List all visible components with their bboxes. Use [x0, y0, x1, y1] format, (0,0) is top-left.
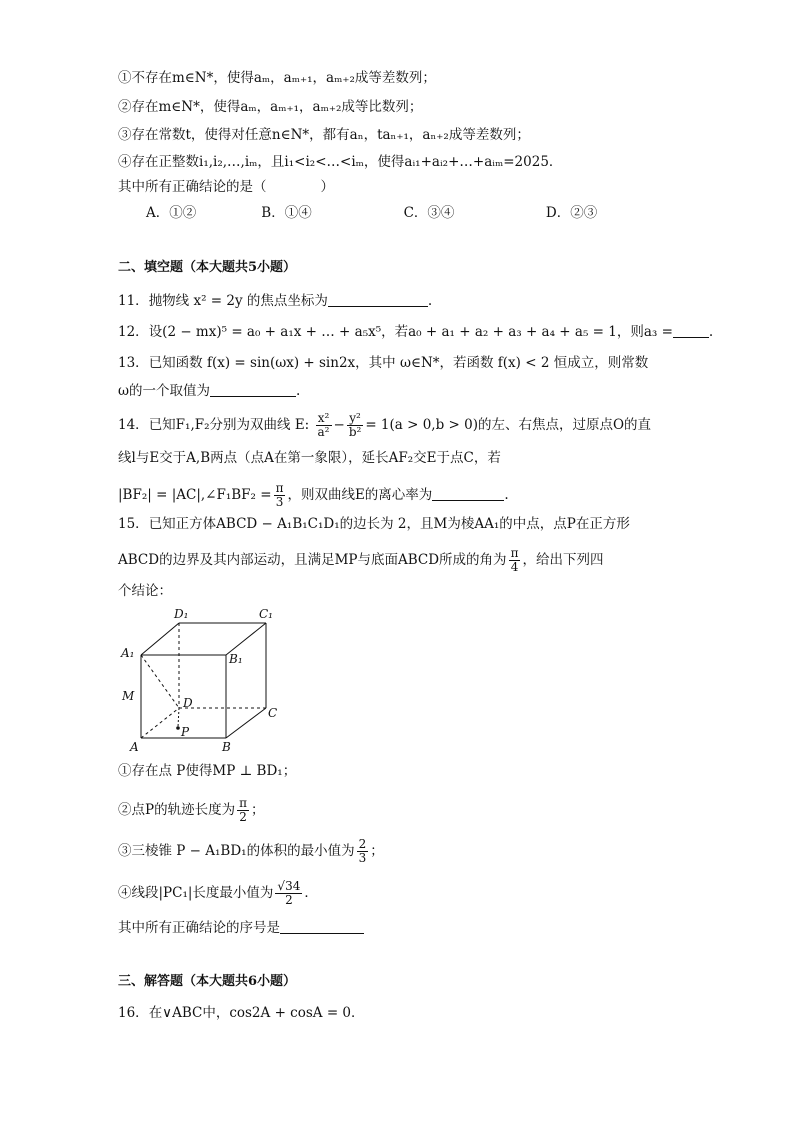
frac-num: π: [275, 481, 284, 495]
q12: [118, 322, 713, 342]
q15-c4-text: ④线段|PC₁|长度最小值为: [118, 885, 274, 901]
q10-question: 其中所有正确结论的是（ ）: [118, 179, 334, 195]
q15-conclusion-3: [118, 838, 384, 865]
q13-text-1: 已知函数 f(x) = sin(ωx) + sin2x，其中 ω∈N*，若函数 f(x) < 2 恒成立，则常数: [148, 355, 649, 371]
q11: [118, 291, 432, 311]
edge-bc: [226, 708, 266, 738]
label-d: D: [183, 696, 193, 710]
q14-line-2: 线l与E交于A,B两点（点A在第一象限），延长AF₂交E于点C，若: [118, 450, 501, 466]
q14-text-1a: 已知F₁,F₂分别为双曲线 E:: [148, 417, 310, 433]
frac-den: 3: [358, 851, 367, 865]
label-a1: A₁: [121, 646, 135, 660]
section-3-heading: 三、解答题（本大题共6小题）: [118, 974, 297, 989]
q15-c3-frac: [357, 838, 369, 865]
frac-den: a²: [317, 425, 330, 439]
q10-item-2: ②存在m∈N*，使得aₘ，aₘ₊₁，aₘ₊₂成等比数列；: [118, 99, 423, 115]
q15-c4-frac: [275, 880, 302, 907]
q14-text-3b: ，则双曲线E的离心率为: [287, 487, 433, 503]
frac-num: 2: [358, 837, 367, 851]
q11-text: 抛物线 x² = 2y 的焦点坐标为: [148, 293, 328, 309]
q14-text-1b: = 1(a > 0,b > 0)的左、右焦点，过原点O的直: [365, 417, 652, 433]
q15-text-2a: ABCD的边界及其内部运动，且满足MP与底面ABCD所成的角为: [118, 552, 507, 568]
q15-c2-text: ②点P的轨迹长度为: [118, 802, 236, 818]
frac-num: y²: [347, 412, 364, 426]
q10-options: [146, 203, 597, 223]
q10-item-3: ③存在常数t，使得对任意n∈N*，都有aₙ，taₙ₊₁，aₙ₊₂成等差数列；: [118, 127, 530, 143]
q15-line-2: [118, 547, 603, 574]
frac-num: π: [510, 546, 519, 560]
q11-end: .: [427, 293, 433, 309]
q15-c2-end: ；: [250, 802, 265, 818]
frac-den: 2: [285, 893, 293, 907]
q15-text-1: 已知正方体ABCD − A₁B₁C₁D₁的边长为 2，且M为棱AA₁的中点，点P在正方形: [148, 516, 630, 532]
frac-num: x²: [316, 412, 332, 426]
label-c: C: [268, 706, 278, 720]
q15-conclusion-1: ①存在点 P使得MP ⊥ BD₁；: [118, 763, 297, 779]
label-m: M: [122, 689, 135, 703]
section-2-heading: 二、填空题（本大题共5小题）: [118, 260, 297, 275]
frac-den: 2: [239, 810, 247, 824]
edge-b1c1: [226, 623, 266, 655]
label-b: B: [222, 740, 231, 754]
q14-end: .: [504, 487, 509, 503]
frac-den: 3: [275, 495, 284, 509]
frac-num: √34: [277, 879, 301, 893]
q14-frac-x: [316, 412, 332, 439]
q10-item-1: ①不存在m∈N*，使得aₘ，aₘ₊₁，aₘ₊₂成等差数列；: [118, 70, 436, 86]
q13-number: 13．: [118, 355, 149, 371]
q10-item-4: ④存在正整数i₁,i₂,…,iₘ，且i₁<i₂<…<iₘ，使得aᵢ₁+aᵢ₂+…+aᵢₘ=2025．: [118, 154, 563, 170]
q15-conclusion-4: [118, 880, 318, 907]
q15-line-1: [118, 514, 630, 534]
label-c1: C₁: [259, 607, 273, 621]
q14-frac-pi3: [274, 482, 286, 509]
option-a: A．①②: [146, 205, 197, 221]
point-p: [176, 726, 180, 730]
label-d1: D₁: [174, 607, 189, 621]
q12-text: 设(2 − mx)⁵ = a₀ + a₁x + … + a₅x⁵，若a₀ + a₁ + a₂ + a₃ + a₄ + a₅ = 1，则a₃ =: [148, 324, 673, 340]
q11-answer-blank[interactable]: [328, 293, 428, 307]
q13-line-1: [118, 353, 648, 373]
q15-c4-end: ．: [304, 885, 318, 901]
frac-den: b²: [348, 425, 362, 439]
edge-ad-hidden: [141, 708, 179, 738]
q15-conclusion-2: [118, 797, 264, 824]
q12-answer-blank[interactable]: [673, 324, 709, 338]
q14-line-3: [118, 482, 509, 509]
label-a: A: [130, 740, 139, 754]
frac-num: π: [239, 796, 247, 810]
q16-number: 16．: [118, 1005, 149, 1021]
q14-text-3a: |BF₂| = |AC|,∠F₁BF₂ =: [118, 487, 272, 503]
q12-number: 12．: [118, 324, 149, 340]
q15-number: 15．: [118, 516, 149, 532]
q13-answer-blank[interactable]: [210, 383, 296, 397]
q15-question: 其中所有正确结论的序号是: [118, 920, 280, 936]
q15-c3-text: ③三棱锥 P − A₁BD₁的体积的最小值为: [118, 843, 355, 859]
line-dp-hidden: [178, 708, 179, 727]
minus-sign: −: [333, 417, 345, 433]
q15-c2-frac: [237, 797, 249, 824]
q16-text: 在∨ABC中，cos2A + cosA = 0．: [148, 1005, 365, 1021]
label-b1: B₁: [229, 652, 243, 666]
q15-text-2b: ，给出下列四: [522, 552, 604, 568]
edge-a1d1: [141, 623, 179, 655]
q14-frac-y: [347, 412, 364, 439]
line-a1d-hidden: [141, 655, 179, 708]
q14-line-1: [118, 412, 651, 439]
q15-question-line: [118, 918, 364, 938]
q12-end: .: [708, 324, 714, 340]
q15-answer-blank[interactable]: [280, 920, 364, 934]
option-c: C．③④: [403, 205, 455, 221]
q16: [118, 1003, 365, 1023]
option-d: D．②③: [545, 205, 598, 221]
label-p: P: [181, 725, 190, 739]
q13-end: .: [296, 383, 301, 399]
q15-frac-pi4: [509, 547, 521, 574]
q14-number: 14．: [118, 417, 149, 433]
frac-den: 4: [510, 560, 519, 574]
cube-figure: [116, 605, 291, 755]
q14-answer-blank[interactable]: [432, 487, 504, 501]
option-b: B．①④: [261, 205, 312, 221]
q13-text-2: ω的一个取值为: [118, 383, 211, 399]
q15-c3-end: ；: [370, 843, 384, 859]
q11-number: 11．: [118, 293, 149, 309]
q15-line-3: 个结论：: [118, 583, 172, 599]
q13-line-2: [118, 381, 300, 401]
